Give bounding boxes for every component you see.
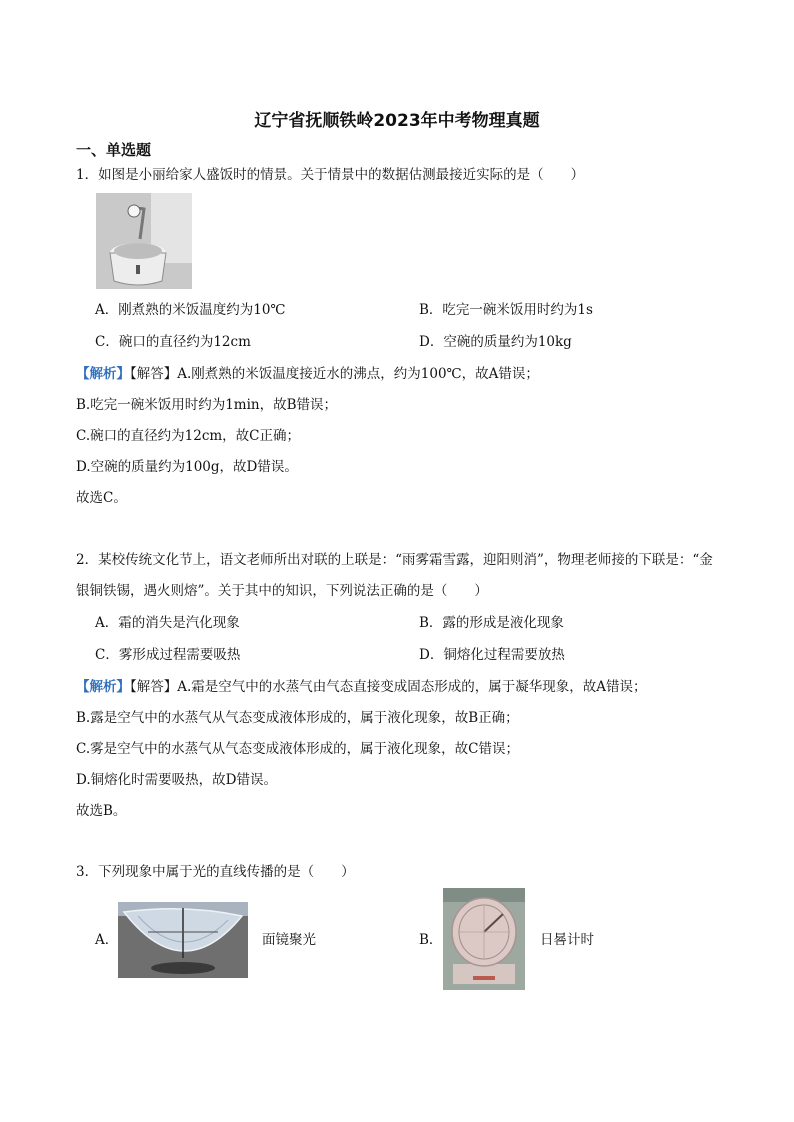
q1-analysis-line-2: B.吃完一碗米饭用时约为1min，故B错误； [76,397,338,413]
rice-bowl-icon [96,193,192,289]
q2-option-a: A．霜的消失是汽化现象 [95,615,240,631]
q2-analysis-line-4: D.铜熔化时需要吸热，故D错误。 [76,772,277,788]
q2-analysis-line-1: 【解析】【解答】A.霜是空气中的水蒸气由气态直接变成固态形成的，属于凝华现象，故A错误； [76,679,647,695]
q3-option-a-text: 面镜聚光 [262,932,316,948]
q1-stem: 1．如图是小丽给家人盛饭时的情景。关于情景中的数据估测最接近实际的是（ ） [76,167,585,183]
q2-analysis-line-3: C.雾是空气中的水蒸气从气态变成液体形成的，属于液化现象，故C错误； [76,741,519,757]
q2-analysis-line-5: 故选B。 [76,803,127,819]
q2-stem-line-1: 2．某校传统文化节上，语文老师所出对联的上联是：“雨雾霜雪露，迎阳则消”，物理老师接的下联是：“金 [76,552,713,568]
q2-option-b: B．露的形成是液化现象 [419,615,564,631]
analysis-tag: 【解析】 [76,679,130,695]
q2-stem-line-2: 银铜铁锡，遇火则熔”。关于其中的知识，下列说法正确的是（ ） [76,583,488,599]
q2-analysis-line-2: B.露是空气中的水蒸气从气态变成液体形成的，属于液化现象，故B正确； [76,710,519,726]
q1-analysis-line-5: 故选C。 [76,490,127,506]
q3-option-b-photo [443,888,525,990]
q1-option-a: A．刚煮熟的米饭温度约为10℃ [95,302,286,318]
q2-option-d: D．铜熔化过程需要放热 [419,647,565,663]
page-title: 辽宁省抚顺铁岭2023年中考物理真题 [254,111,540,131]
q1-analysis-line-1: 【解析】【解答】A.刚煮熟的米饭温度接近水的沸点，约为100℃，故A错误； [76,366,539,382]
section-heading: 一、单选题 [76,141,152,159]
q3-option-a-photo [118,902,248,978]
sundial-icon [443,888,525,990]
q3-stem: 3．下列现象中属于光的直线传播的是（ ） [76,864,355,880]
concave-mirror-icon [118,902,248,978]
q2-option-c: C．雾形成过程需要吸热 [95,647,241,663]
q1-option-c: C．碗口的直径约为12cm [95,334,251,350]
q1-option-d: D．空碗的质量约为10kg [419,334,572,350]
q1-analysis-line-3: C.碗口的直径约为12cm，故C正确； [76,428,301,444]
q3-option-b-text: 日晷计时 [540,932,594,948]
q1-rice-photo [96,193,192,289]
q3-option-a-letter: A． [95,932,119,948]
q1-option-b: B．吃完一碗米饭用时约为1s [419,302,593,318]
analysis-tag: 【解析】 [76,366,130,382]
q1-analysis-line-4: D.空碗的质量约为100g，故D错误。 [76,459,298,475]
q3-option-b-letter: B． [419,932,443,948]
